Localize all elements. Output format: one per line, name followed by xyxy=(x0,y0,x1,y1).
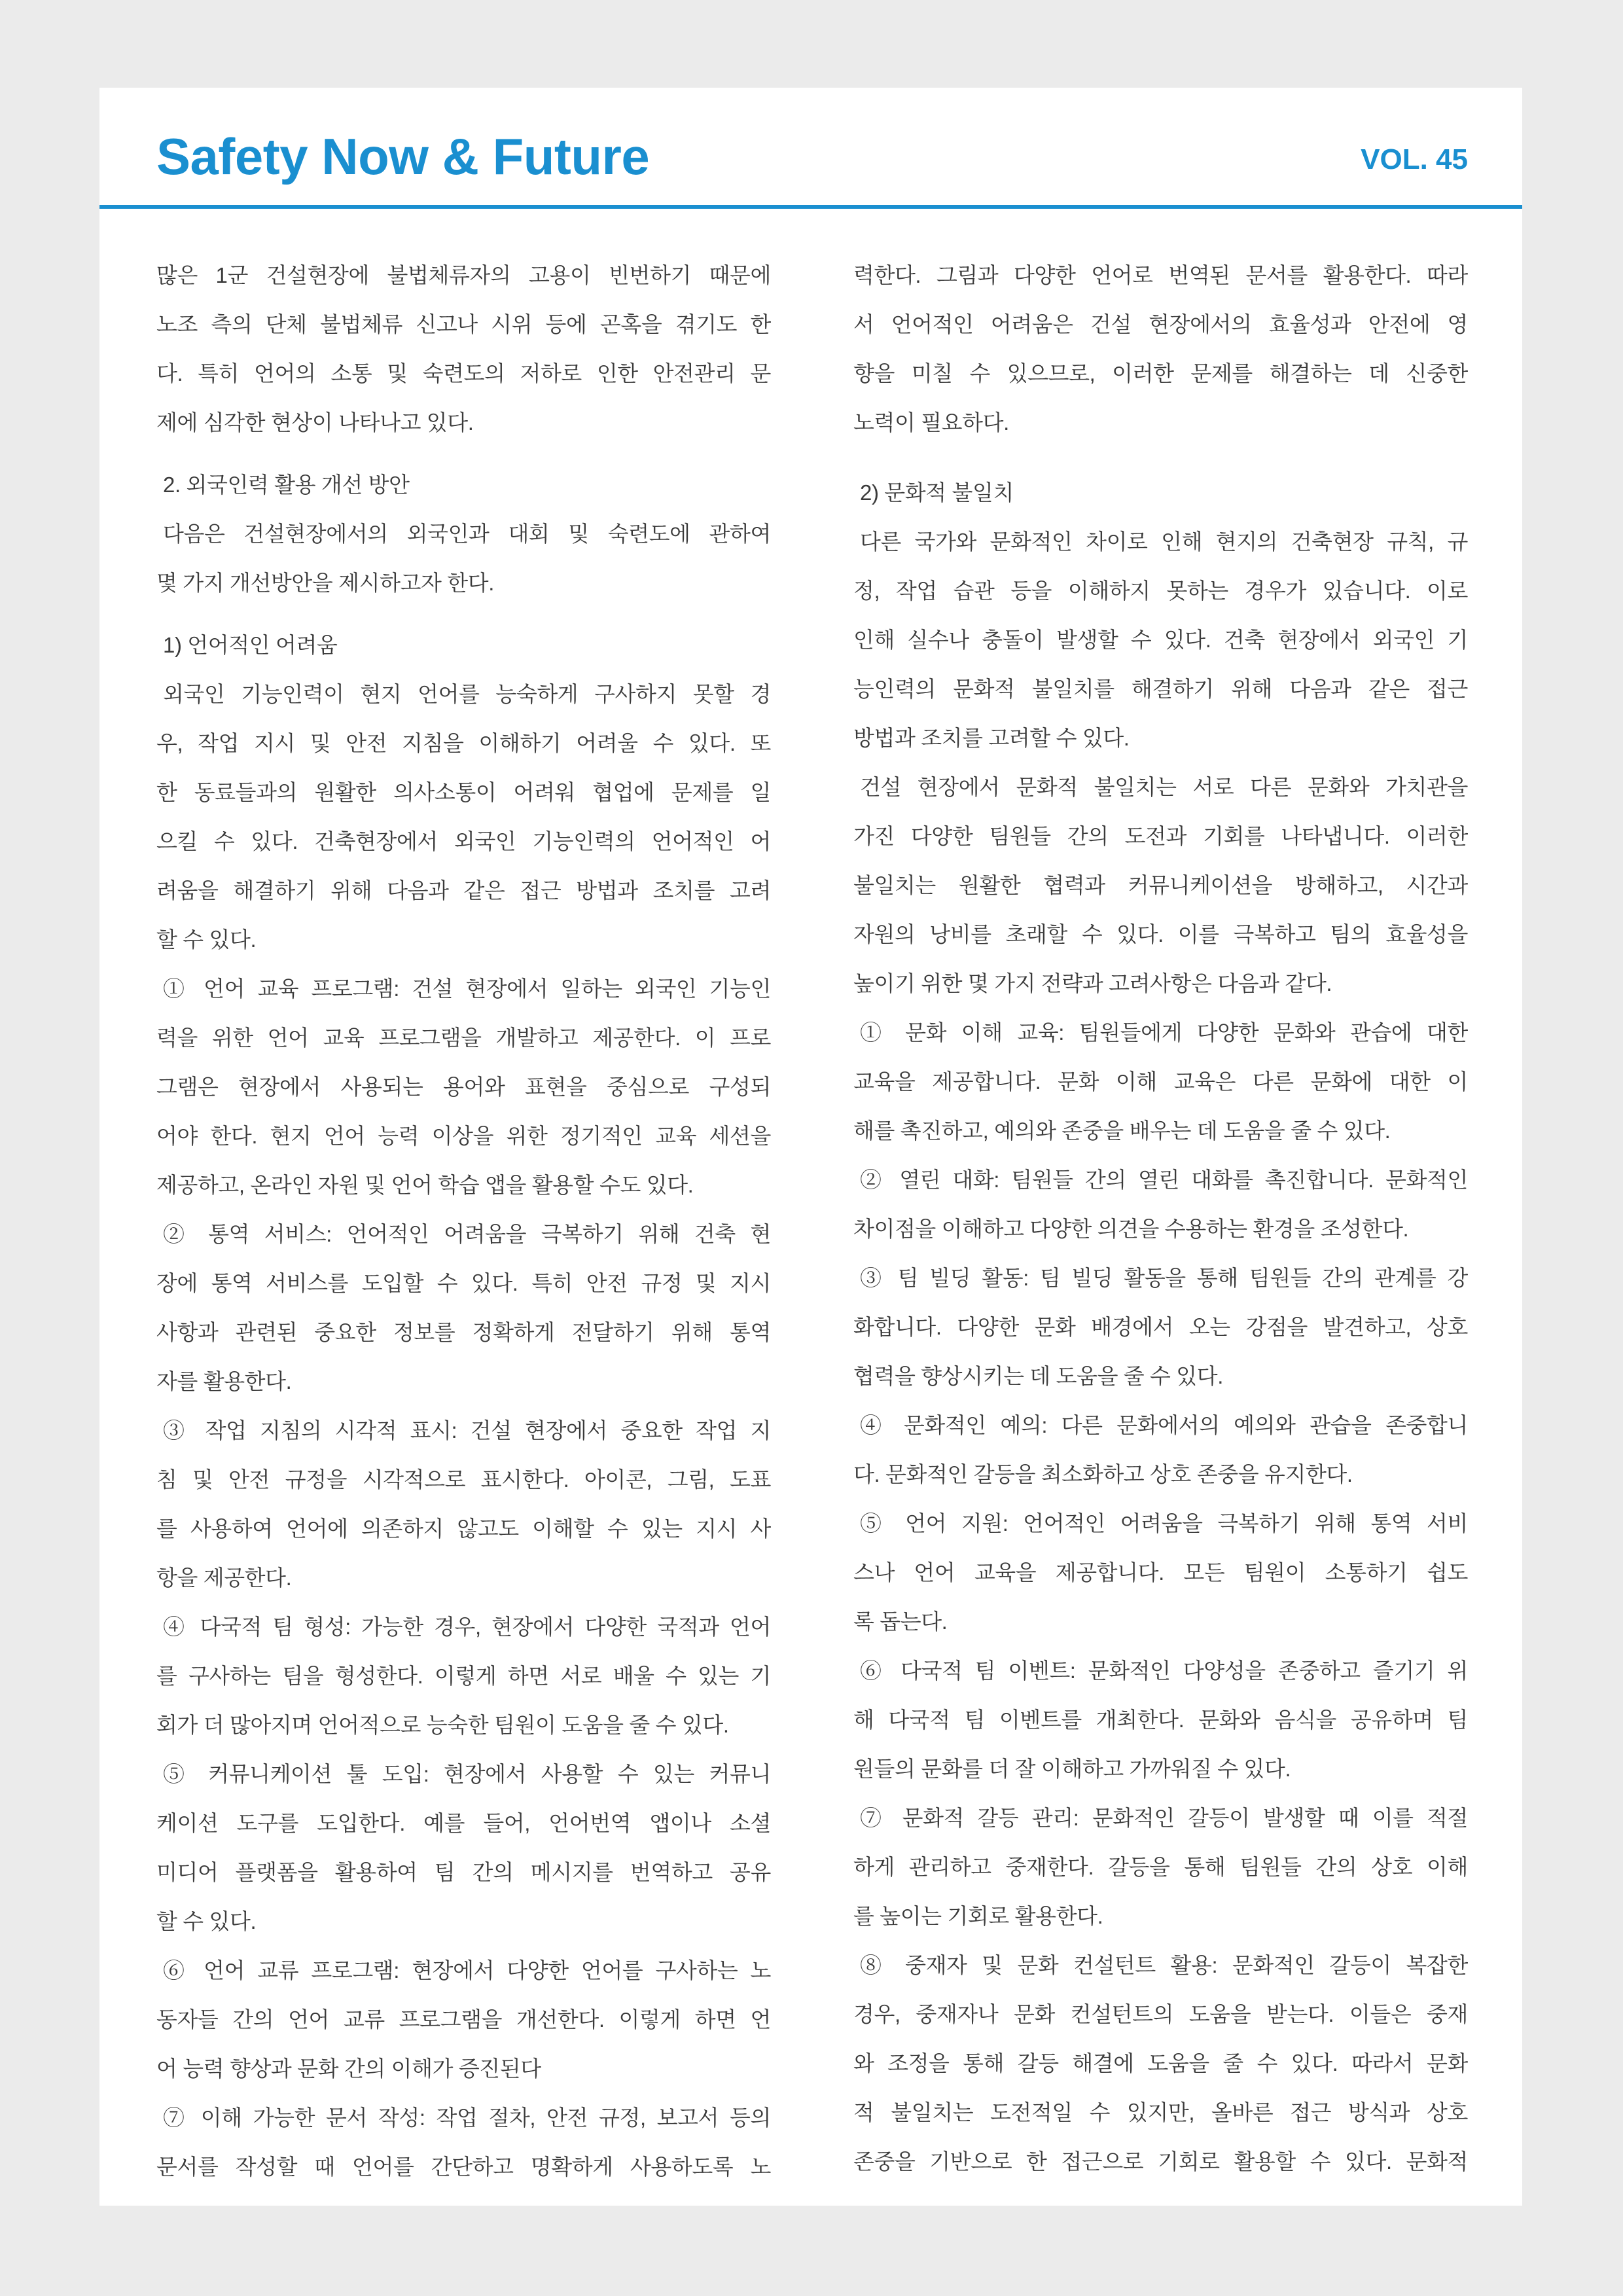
text-line: 정, 작업 습관 등을 이해하지 못하는 경우가 있습니다. 이로 xyxy=(853,579,1468,603)
text-line: 협력을 향상시키는 데 도움을 줄 수 있다. xyxy=(853,1364,1224,1388)
paragraph xyxy=(853,517,1468,762)
section-heading xyxy=(853,468,1468,517)
text-line: 어야 한다. 현지 언어 능력 이상을 위한 정기적인 교육 세션을 xyxy=(156,1124,771,1148)
text-line: 차이점을 이해하고 다양한 의견을 수용하는 환경을 조성한다. xyxy=(853,1217,1409,1241)
paragraph xyxy=(853,1793,1468,1941)
paragraph xyxy=(853,1401,1468,1499)
paragraph xyxy=(156,2093,771,2191)
text-line: 와 조정을 통해 갈등 해결에 도움을 줄 수 있다. 따라서 문화 xyxy=(853,2051,1468,2075)
text-line: 어 능력 향상과 문화 간의 이해가 증진된다 xyxy=(156,2056,541,2081)
paragraph xyxy=(156,1946,771,2093)
text-line: ⑤ 커뮤니케이션 툴 도입: 현장에서 사용할 수 있는 커뮤니 xyxy=(163,1762,771,1786)
text-line: 노조 측의 단체 불법체류 신고나 시위 등에 곤혹을 겪기도 한 xyxy=(156,312,771,336)
page-header xyxy=(99,88,1522,209)
text-line: ② 열린 대화: 팀원들 간의 열린 대화를 촉진합니다. 문화적인 xyxy=(860,1168,1468,1192)
text-line: ⑧ 중재자 및 문화 컨설턴트 활용: 문화적인 갈등이 복잡한 xyxy=(860,1953,1468,1977)
text-line: 항을 제공한다. xyxy=(156,1566,292,1590)
text-line: 록 돕는다. xyxy=(853,1609,948,1634)
text-line: ③ 작업 지침의 시각적 표시: 건설 현장에서 중요한 작업 지 xyxy=(163,1418,771,1443)
text-line: ⑥ 언어 교류 프로그램: 현장에서 다양한 언어를 구사하는 노 xyxy=(163,1958,771,1982)
text-line: 인해 실수나 충돌이 발생할 수 있다. 건축 현장에서 외국인 기 xyxy=(853,628,1468,652)
paragraph xyxy=(156,1210,771,1406)
paragraph xyxy=(853,1499,1468,1646)
text-line: 다. 문화적인 갈등을 최소화하고 상호 존중을 유지한다. xyxy=(853,1462,1353,1486)
text-line: 몇 가지 개선방안을 제시하고자 한다. xyxy=(156,571,495,595)
text-line: ① 문화 이해 교육: 팀원들에게 다양한 문화와 관습에 대한 xyxy=(860,1020,1468,1045)
text-line: 장에 통역 서비스를 도입할 수 있다. 특히 안전 규정 및 지시 xyxy=(156,1271,771,1295)
text-line: ⑤ 언어 지원: 언어적인 어려움을 극복하기 위해 통역 서비 xyxy=(860,1511,1468,1535)
text-line: 제에 심각한 현상이 나타나고 있다. xyxy=(156,410,474,435)
right-column xyxy=(853,251,1468,2186)
text-line: 존중을 기반으로 한 접근으로 기회로 활용할 수 있다. 문화적 xyxy=(853,2149,1468,2174)
heading-text: 2. 외국인력 활용 개선 방안 xyxy=(163,473,410,497)
text-line: 문서를 작성할 때 언어를 간단하고 명확하게 사용하도록 노 xyxy=(156,2155,771,2179)
text-line: 원들의 문화를 더 잘 이해하고 가까워질 수 있다. xyxy=(853,1757,1291,1781)
text-line: ⑦ 이해 가능한 문서 작성: 작업 절차, 안전 규정, 보고서 등의 xyxy=(163,2106,771,2130)
paragraph xyxy=(853,1155,1468,1253)
text-line: 를 높이는 기회로 활용한다. xyxy=(853,1904,1103,1928)
text-line: 화합니다. 다양한 문화 배경에서 오는 강점을 발견하고, 상호 xyxy=(853,1315,1468,1339)
paragraph xyxy=(853,1008,1468,1155)
paragraph xyxy=(853,1646,1468,1793)
paragraph xyxy=(156,964,771,1210)
paragraph xyxy=(156,251,771,447)
text-line: 외국인 기능인력이 현지 언어를 능숙하게 구사하지 못할 경 xyxy=(163,682,771,706)
text-line: 할 수 있다. xyxy=(156,927,257,952)
header-rule xyxy=(99,205,1522,209)
text-line: 우, 작업 지시 및 안전 지침을 이해하기 어려울 수 있다. 또 xyxy=(156,731,771,755)
magazine-title: Safety Now & Future xyxy=(156,128,650,185)
text-line: 다음은 건설현장에서의 외국인과 대회 및 숙련도에 관하여 xyxy=(163,522,771,546)
text-line: 향을 미칠 수 있으므로, 이러한 문제를 해결하는 데 신중한 xyxy=(853,361,1468,386)
text-line: 스나 언어 교육을 제공합니다. 모든 팀원이 소통하기 쉽도 xyxy=(853,1560,1468,1585)
text-line: 하게 관리하고 중재한다. 갈등을 통해 팀원들 간의 상호 이해 xyxy=(853,1855,1468,1879)
volume-label: VOL. 45 xyxy=(1361,143,1468,175)
heading-text: 1) 언어적인 어려움 xyxy=(163,633,338,657)
text-line: ② 통역 서비스: 언어적인 어려움을 극복하기 위해 건축 현 xyxy=(163,1222,771,1246)
page-sheet xyxy=(99,88,1522,2206)
text-line: ⑥ 다국적 팀 이벤트: 문화적인 다양성을 존중하고 즐기기 위 xyxy=(860,1659,1468,1683)
text-line: 불일치는 원활한 협력과 커뮤니케이션을 방해하고, 시간과 xyxy=(853,873,1468,897)
text-line: 경우, 중재자나 문화 컨설턴트의 도움을 받는다. 이들은 중재 xyxy=(853,2002,1468,2026)
text-line: 사항과 관련된 중요한 정보를 정확하게 전달하기 위해 통역 xyxy=(156,1320,771,1344)
section-heading xyxy=(156,460,771,509)
text-line: 자를 활용한다. xyxy=(156,1369,292,1393)
text-line: ④ 다국적 팀 형성: 가능한 경우, 현장에서 다양한 국적과 언어 xyxy=(163,1615,771,1639)
paragraph xyxy=(853,762,1468,1008)
text-line: 다. 특히 언어의 소통 및 숙련도의 저하로 인한 안전관리 문 xyxy=(156,361,771,386)
text-line: 다른 국가와 문화적인 차이로 인해 현지의 건축현장 규칙, 규 xyxy=(860,529,1468,554)
heading-text: 2) 문화적 불일치 xyxy=(860,480,1014,505)
text-line: 려움을 해결하기 위해 다음과 같은 접근 방법과 조치를 고려 xyxy=(156,878,771,903)
text-line: 건설 현장에서 문화적 불일치는 서로 다른 문화와 가치관을 xyxy=(860,775,1468,799)
text-line: 방법과 조치를 고려할 수 있다. xyxy=(853,726,1130,750)
text-line: 노력이 필요하다. xyxy=(853,410,1009,435)
text-line: ① 언어 교육 프로그램: 건설 현장에서 일하는 외국인 기능인 xyxy=(163,977,771,1001)
text-line: 으킬 수 있다. 건축현장에서 외국인 기능인력의 언어적인 어 xyxy=(156,829,771,853)
text-line: 서 언어적인 어려움은 건설 현장에서의 효율성과 안전에 영 xyxy=(853,312,1468,336)
text-line: ④ 문화적인 예의: 다른 문화에서의 예의와 관습을 존중합니 xyxy=(860,1413,1468,1437)
paragraph xyxy=(853,251,1468,447)
text-line: 제공하고, 온라인 자원 및 언어 학습 앱을 활용할 수도 있다. xyxy=(156,1173,694,1197)
text-line: 침 및 안전 규정을 시각적으로 표시한다. 아이콘, 그림, 도표 xyxy=(156,1467,771,1492)
text-line: 한 동료들과의 원활한 의사소통이 어려워 협업에 문제를 일 xyxy=(156,780,771,804)
text-line: 그램은 현장에서 사용되는 용어와 표현을 중심으로 구성되 xyxy=(156,1075,771,1099)
text-line: 자원의 낭비를 초래할 수 있다. 이를 극복하고 팀의 효율성을 xyxy=(853,922,1468,946)
text-line: 를 사용하여 언어에 의존하지 않고도 이해할 수 있는 지시 사 xyxy=(156,1516,771,1541)
text-line: ⑦ 문화적 갈등 관리: 문화적인 갈등이 발생할 때 이를 적절 xyxy=(860,1806,1468,1830)
paragraph xyxy=(156,1602,771,1749)
paragraph xyxy=(853,1253,1468,1401)
text-line: 높이기 위한 몇 가지 전략과 고려사항은 다음과 같다. xyxy=(853,971,1332,996)
paragraph xyxy=(156,1749,771,1946)
text-line: 를 구사하는 팀을 형성한다. 이렇게 하면 서로 배울 수 있는 기 xyxy=(156,1664,771,1688)
text-line: 해를 촉진하고, 예의와 존중을 배우는 데 도움을 줄 수 있다. xyxy=(853,1119,1391,1143)
text-line: 많은 1군 건설현장에 불법체류자의 고용이 빈번하기 때문에 xyxy=(156,263,771,287)
text-line: 력한다. 그림과 다양한 언어로 번역된 문서를 활용한다. 따라 xyxy=(853,263,1468,287)
text-line: 교육을 제공합니다. 문화 이해 교육은 다른 문화에 대한 이 xyxy=(853,1069,1468,1094)
text-line: 할 수 있다. xyxy=(156,1909,257,1933)
paragraph xyxy=(156,670,771,964)
text-line: ③ 팀 빌딩 활동: 팀 빌딩 활동을 통해 팀원들 간의 관계를 강 xyxy=(860,1266,1468,1290)
text-line: 케이션 도구를 도입한다. 예를 들어, 언어번역 앱이나 소셜 xyxy=(156,1811,771,1835)
text-line: 적 불일치는 도전적일 수 있지만, 올바른 접근 방식과 상호 xyxy=(853,2100,1468,2125)
paragraph xyxy=(853,1941,1468,2186)
paragraph xyxy=(156,509,771,607)
text-line: 동자들 간의 언어 교류 프로그램을 개선한다. 이렇게 하면 언 xyxy=(156,2007,771,2032)
text-line: 능인력의 문화적 불일치를 해결하기 위해 다음과 같은 접근 xyxy=(853,677,1468,701)
section-heading xyxy=(156,620,771,670)
text-line: 력을 위한 언어 교육 프로그램을 개발하고 제공한다. 이 프로 xyxy=(156,1026,771,1050)
text-line: 가진 다양한 팀원들 간의 도전과 기회를 나타냅니다. 이러한 xyxy=(853,824,1468,848)
text-line: 미디어 플랫폼을 활용하여 팀 간의 메시지를 번역하고 공유 xyxy=(156,1860,771,1884)
left-column xyxy=(156,251,771,2191)
text-line: 해 다국적 팀 이벤트를 개최한다. 문화와 음식을 공유하며 팀 xyxy=(853,1708,1468,1732)
paragraph xyxy=(156,1406,771,1602)
text-line: 회가 더 많아지며 언어적으로 능숙한 팀원이 도움을 줄 수 있다. xyxy=(156,1713,729,1737)
